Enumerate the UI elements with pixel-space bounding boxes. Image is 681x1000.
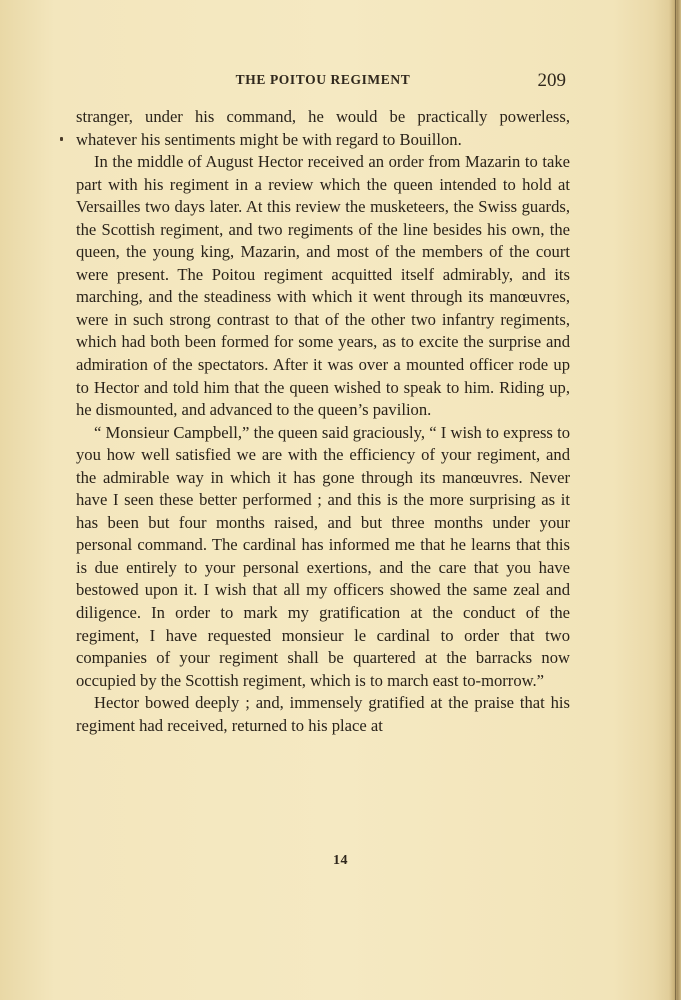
paragraph-4: Hector bowed deeply ; and, immensely gratified at the praise that his regiment had received, returned to his place at [76, 693, 570, 735]
signature-mark: 14 [333, 853, 348, 868]
paragraph-2: In the middle of August Hector received an order from Mazarin to take part with his regiment in a review which the queen intended to hold at Versailles two days later. At this review the musketeers, the Swiss guards, the Scottish regiment, and two regiments of the line besides his own, the queen, the young king, Mazarin, and most of the members of the court were present. The Poitou regiment acquitted itself admirably, and its marching, and the steadiness with which it went through its manœuvres, were in such strong contrast to that of the other two infantry regiments, which had both been formed for some years, as to excite the surprise and admiration of the spectators. After it was over a mounted officer rode up to Hector and told him that the queen wished to speak to him. Riding up, he dismounted, and advanced to the queen’s pavilion. [76, 152, 570, 420]
paragraph-3: “ Monsieur Campbell,” the queen said graciously, “ I wish to express to you how well satisfied we are with the efficiency of your regiment, and the admirable way in which it has gone through its manœuvres. Never have I seen these better performed ; and this is the more surprising as it has been but four months raised, and but three months under your personal command. The cardinal has informed me that he learns that this is due entirely to your personal exertions, and the care that you have bestowed upon it. I wish that all my officers showed the same zeal and diligence. In order to mark my gratification at the conduct of the regiment, I have requested monsieur le cardinal to order that two companies of your regiment shall be quartered at the barracks now occupied by the Scottish regiment, which is to march east to-morrow.” [76, 422, 570, 690]
body-text [76, 106, 570, 737]
margin-mark [60, 137, 63, 141]
page-edge-line [675, 0, 676, 1000]
running-title: THE POITOU REGIMENT [235, 72, 411, 87]
page-header [76, 70, 570, 96]
page-number: 209 [537, 70, 566, 91]
paragraph-1: stranger, under his command, he would be practically powerless, whatever his sentiments might be with regard to Bouillon. [76, 107, 570, 149]
